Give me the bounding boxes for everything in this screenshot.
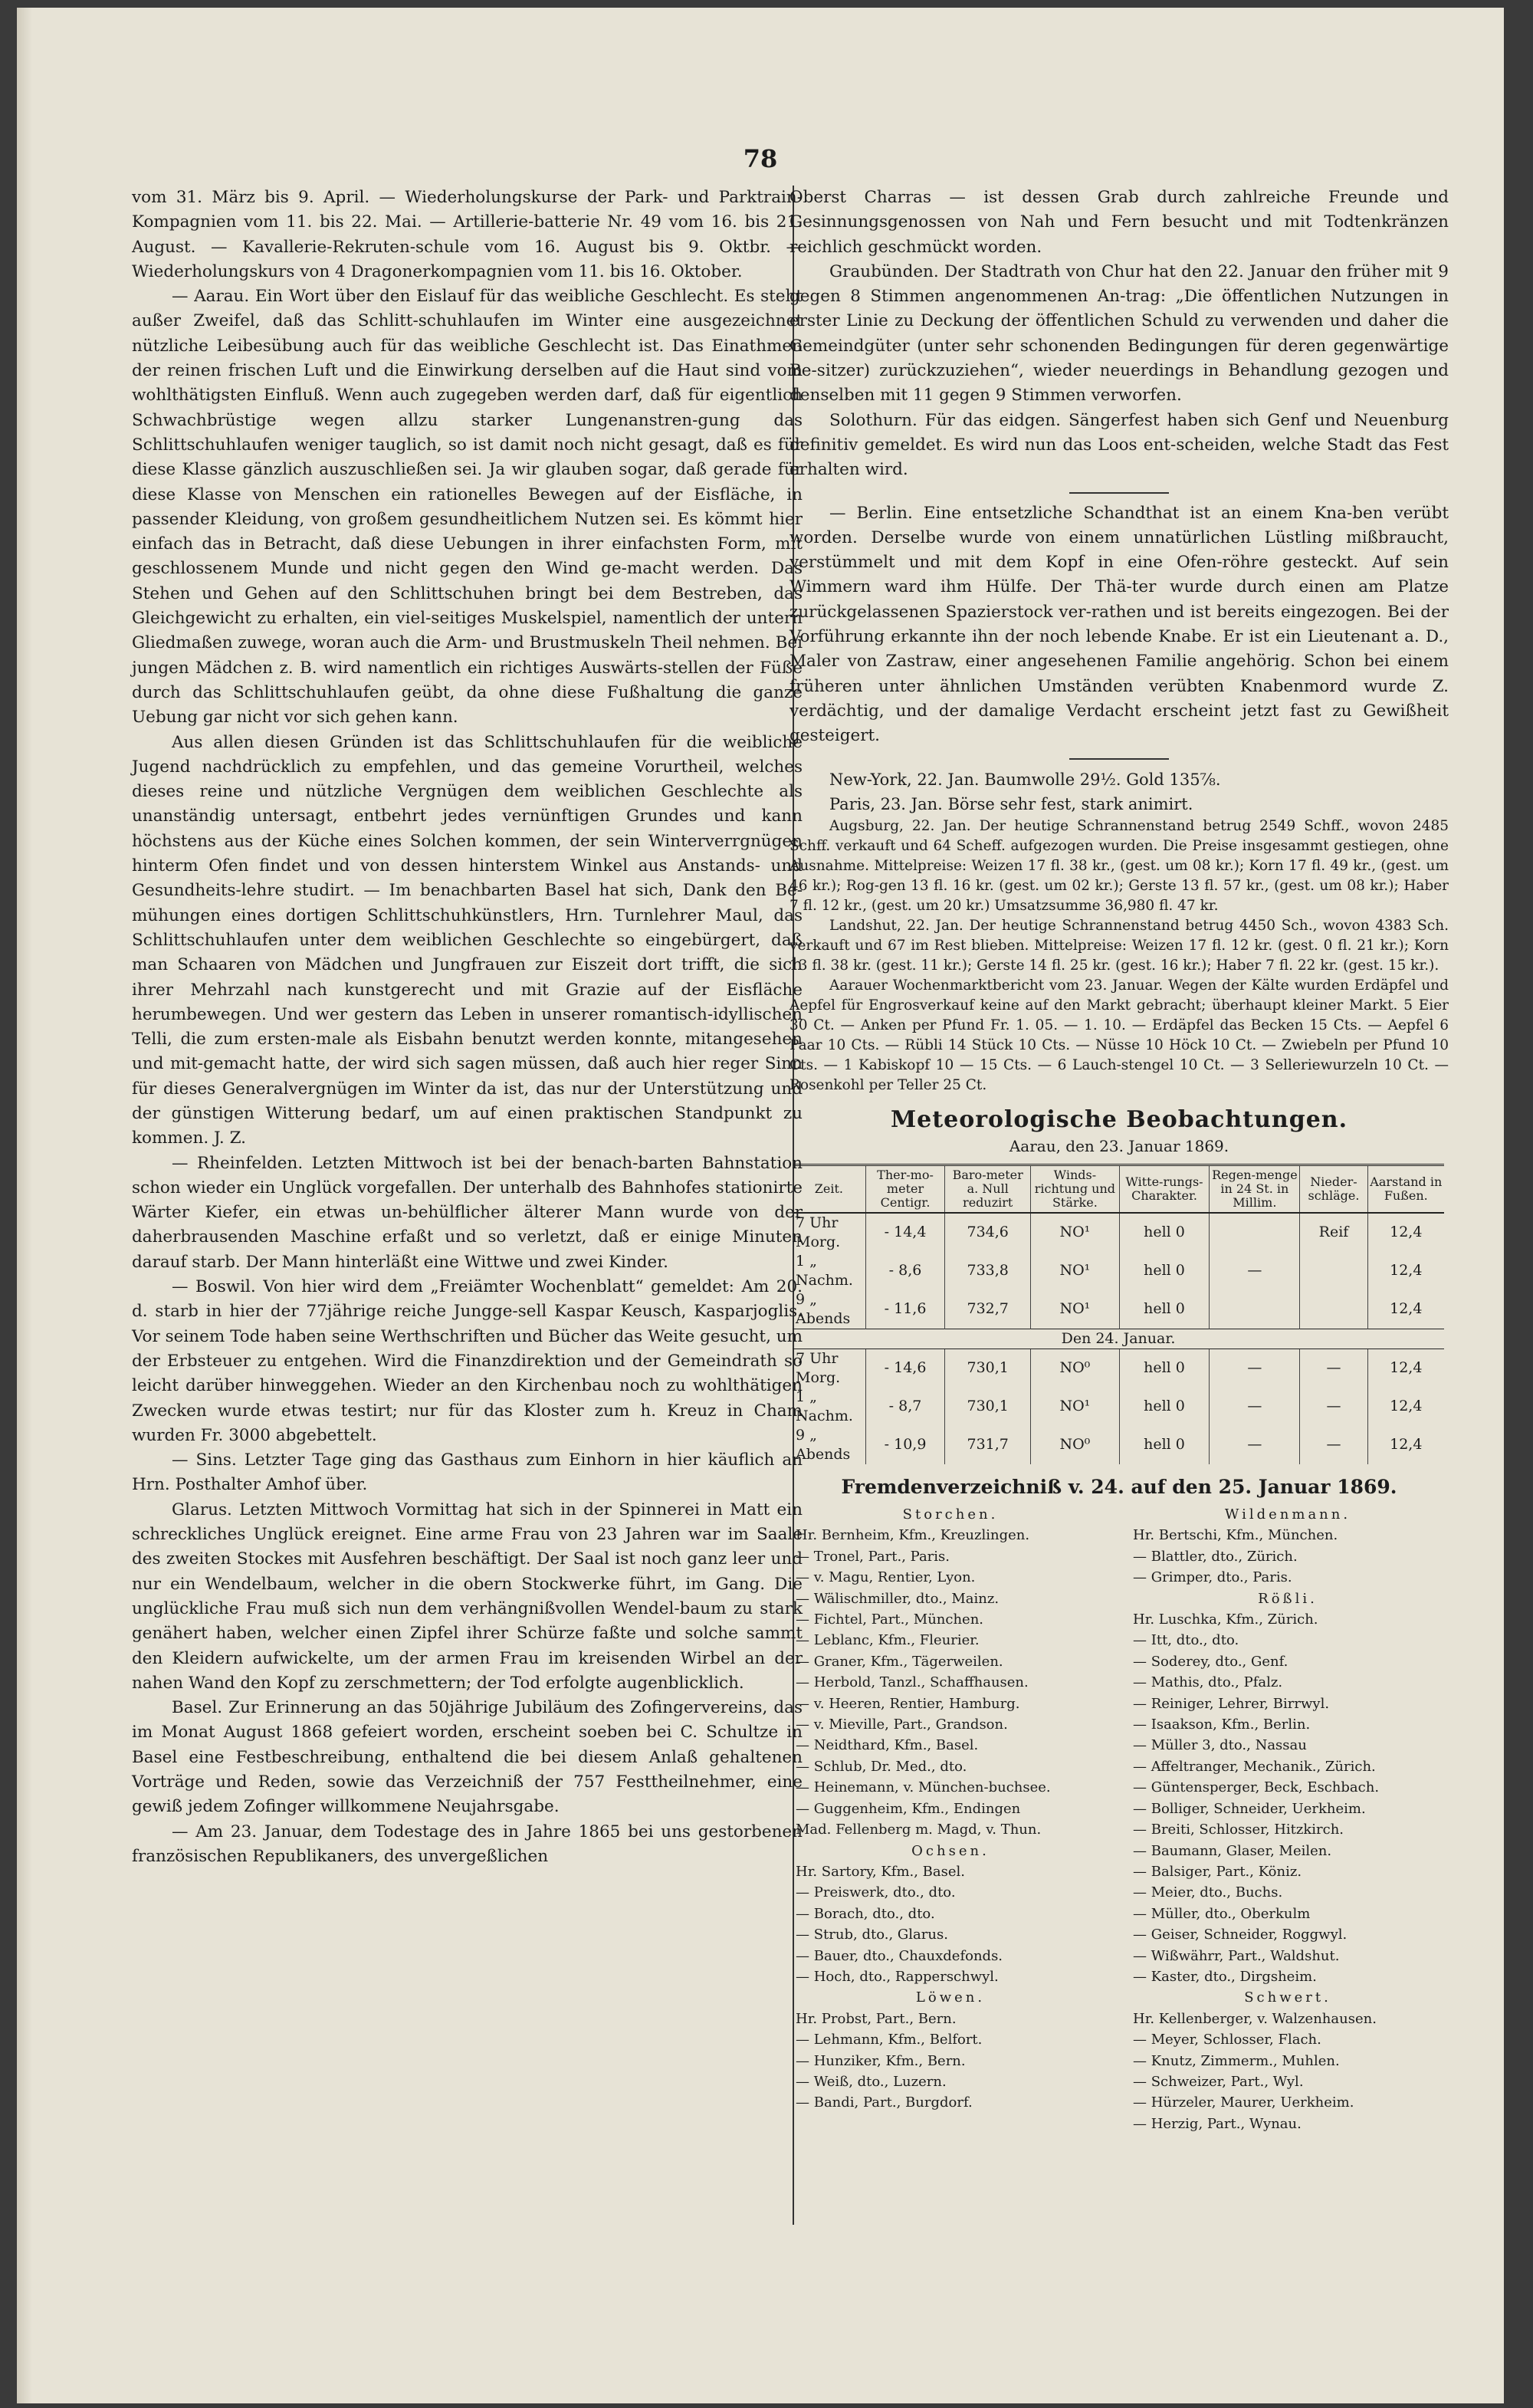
guest-entry: — Leblanc, Kfm., Fleurier. [796, 1632, 980, 1649]
guest-entry: — Hoch, dto., Rapperschwyl. [796, 1968, 999, 1985]
guest-entry: — Meier, dto., Buchs. [1133, 1884, 1283, 1901]
meteo-cell: NO⁰ [1031, 1426, 1120, 1464]
guest-entry: — Grimper, dto., Paris. [1133, 1569, 1292, 1586]
guest-entry: Hr. Bertschi, Kfm., München. [1133, 1527, 1338, 1544]
section-rule [1069, 758, 1169, 760]
meteo-cell: 12,4 [1390, 1359, 1423, 1377]
article-glarus: Glarus. Letzten Mittwoch Vormittag hat sich in der Spinnerei in Matt ein schreckliches Unglück ereignet. Eine arme Frau von 23 Jahren war im Saale des zweiten Stockes mit Ausfehren beschäftigt. Der Saal ist noch ganz leer und nur ein Wendelbaum, welcher in die obern Stockwerke führt, im Gang. Die unglückliche Frau muß sich nun dem verhängnißvollen Wendel-baum zu stark genähert haben, welcher einen Zipfel ihrer Schürze faßte und solche sammt den Kleidern aufwickelte, um der armen Frau im kreisenden Wirbel an der nahen Wand den Kopf zu zerschmettern; der Tod erfolgte augenblicklich. [132, 1500, 803, 1693]
meteo-header-cell: Regen-menge in 24 St. in Millim. [1210, 1165, 1300, 1213]
guest-entry: — Mathis, dto., Pfalz. [1133, 1674, 1283, 1691]
meteo-cell: NO¹ [1031, 1252, 1120, 1290]
guest-entry: — Graner, Kfm., Tägerweilen. [796, 1653, 1003, 1670]
guest-entry: — Reiniger, Lehrer, Birrwyl. [1133, 1695, 1330, 1712]
guest-entry: — Müller, dto., Oberkulm [1133, 1905, 1311, 1922]
article-military-schedule: vom 31. März bis 9. April. — Wiederholungskurse der Park- und Parktrain-Kompagnien vom 11. bis 22. Mai. — Artillerie-batterie Nr. 49 vom 16. bis 21. August. — Kavallerie-Rekruten-schule vom 16. August bis 9. Oktbr. — Wiederholungskurs von 4 Dragonerkompagnien vom 11. bis 16. Oktober. [132, 188, 803, 281]
guest-entry: Hr. Probst, Part., Bern. [796, 2010, 957, 2027]
meteo-cell: hell 0 [1119, 1252, 1210, 1290]
guest-entry: — Kaster, dto., Dirgsheim. [1133, 1968, 1317, 1985]
guest-entry: Hr. Bernheim, Kfm., Kreuzlingen. [796, 1527, 1030, 1544]
meteo-cell: - 10,9 [865, 1426, 944, 1464]
meteo-cell: 733,8 [945, 1252, 1031, 1290]
guest-entry: — Weiß, dto., Luzern. [796, 2073, 947, 2090]
meteo-cell: - 14,6 [865, 1349, 944, 1388]
article-rheinfelden: — Rheinfelden. Letzten Mittwoch ist bei der benach-barten Bahnstation schon wieder ein Unglück vorgefallen. Der unterhalb des Bahnhofes stationirte Wärter Kiefer, ein etwas un-behülflicher älterer Mann wurde von der daherbrausenden Maschine erfaßt und so verletzt, daß er einige Minuten darauf starb. Der Mann hinterläßt eine Wittwe und zwei Kinder. [132, 1153, 803, 1272]
meteo-header-cell: Nieder-schläge. [1300, 1165, 1367, 1213]
meteo-cell: 12,4 [1390, 1300, 1423, 1318]
meteo-subtitle: Aarau, den 23. Januar 1869. [1009, 1137, 1229, 1156]
guest-entry: — Knutz, Zimmerm., Muhlen. [1133, 2052, 1340, 2069]
meteo-row [793, 1349, 1444, 1388]
guest-entry: Hr. Kellenberger, v. Walzenhausen. [1133, 2010, 1377, 2027]
meteo-cell: 730,1 [945, 1349, 1031, 1388]
market-paris: Paris, 23. Jan. Börse sehr fest, stark animirt. [829, 794, 1193, 813]
right-column [789, 186, 1449, 2134]
guest-entry: — v. Magu, Rentier, Lyon. [796, 1569, 976, 1586]
guest-entry: — Bauer, dto., Chauxdefonds. [796, 1947, 1003, 1964]
market-newyork: New-York, 22. Jan. Baumwolle 29½. Gold 135⅞. [829, 770, 1221, 789]
guest-entry: — v. Mieville, Part., Grandson. [796, 1716, 1008, 1733]
guest-entry: — Wälischmiller, dto., Mainz. [796, 1590, 1000, 1607]
guest-entry: — Guggenheim, Kfm., Endingen [796, 1800, 1021, 1817]
meteo-cell: Reif [1300, 1213, 1367, 1252]
guest-entry: — v. Heeren, Rentier, Hamburg. [796, 1695, 1020, 1712]
guest-entry: — Preiswerk, dto., dto. [796, 1884, 956, 1901]
meteo-cell: - 11,6 [865, 1290, 944, 1329]
meteo-cell: — [1210, 1388, 1300, 1426]
guest-entry: — Soderey, dto., Genf. [1133, 1653, 1288, 1670]
meteo-header-cell: Winds-richtung und Stärke. [1031, 1165, 1120, 1213]
meteo-row [793, 1252, 1444, 1290]
meteo-cell: hell 0 [1119, 1290, 1210, 1329]
meteo-cell: - 8,6 [865, 1252, 944, 1290]
guest-entry: — Lehmann, Kfm., Belfort. [796, 2032, 983, 2048]
meteo-header-row [793, 1165, 1444, 1213]
meteo-cell: hell 0 [1119, 1426, 1210, 1464]
meteo-cell: - 8,7 [865, 1388, 944, 1426]
article-solothurn: Solothurn. Für das eidgen. Sängerfest haben sich Genf und Neuenburg definitiv gemeldet. Es wird nun das Loos ent-scheiden, welche Stadt das Fest erhalten wird. [789, 410, 1449, 480]
meteo-body [793, 1213, 1444, 1464]
hotel-name: Schwert. [1244, 1989, 1331, 2006]
guest-entry: — Geiser, Schneider, Roggwyl. [1133, 1927, 1348, 1943]
meteo-header-cell: Aarstand in Fußen. [1367, 1165, 1444, 1213]
guest-entry: — Bolliger, Schneider, Uerkheim. [1133, 1800, 1366, 1817]
meteo-cell: 9 „ Abends [793, 1290, 865, 1329]
market-augsburg: Augsburg, 22. Jan. Der heutige Schrannenstand betrug 2549 Schff., wovon 2485 Schff. verkauft und 64 Scheff. aufgezogen wurden. Die Preise insgesammt gestiegen, ohne Ausnahme. Mittelpreise: Weizen 17 fl. 38 kr., (gest. um 08 kr.); Korn 17 fl. 49 kr., (gest. um 46 kr.); Rog-gen 13 fl. 16 kr. (gest. um 02 kr.); Gerste 13 fl. 57 kr., (gest. um 08 kr.); Haber 7 fl. 12 kr., (gest. um 20 kr.) Umsatzsumme 36,980 fl. 47 kr. [789, 818, 1449, 915]
guest-entry: — Blattler, dto., Zürich. [1133, 1548, 1298, 1565]
meteo-header-cell: Witte-rungs-Charakter. [1119, 1165, 1210, 1213]
guest-entry: — Fichtel, Part., München. [796, 1611, 984, 1628]
newspaper-page [17, 8, 1504, 2403]
guest-entry: Mad. Fellenberg m. Magd, v. Thun. [796, 1822, 1042, 1838]
meteo-cell: - 14,4 [865, 1213, 944, 1252]
meteo-cell: NO¹ [1031, 1213, 1120, 1252]
meteo-cell: 734,6 [945, 1213, 1031, 1252]
meteo-header-cell: Baro-meter a. Null reduzirt [945, 1165, 1031, 1213]
meteo-cell: 7 Uhr Morg. [793, 1213, 865, 1252]
guest-entry: — Itt, dto., dto. [1133, 1632, 1239, 1649]
market-landshut: Landshut, 22. Jan. Der heutige Schrannenstand betrug 4450 Sch., wovon 4383 Sch. verkauft und 67 im Rest blieben. Mittelpreise: Weizen 17 fl. 12 kr. (gest. 0 fl. 21 kr.); Korn 13 fl. 38 kr. (gest. 11 kr.); Gerste 14 fl. 25 kr. (gest. 16 kr.); Haber 7 fl. 22 kr. (gest. 15 kr.). [789, 918, 1449, 974]
meteo-cell [1210, 1290, 1300, 1329]
meteo-cell: hell 0 [1119, 1213, 1210, 1252]
meteo-cell: — [1300, 1388, 1367, 1426]
fremden-column-right [1127, 1504, 1449, 2134]
meteo-header-cell: Ther-mo-meter Centigr. [865, 1165, 944, 1213]
meteo-cell: 12,4 [1390, 1398, 1423, 1415]
article-sins: — Sins. Letzter Tage ging das Gasthaus zum Einhorn in hier käuflich an Hrn. Posthalter Amhof über. [132, 1450, 803, 1495]
guest-entry: Hr. Luschka, Kfm., Zürich. [1133, 1611, 1318, 1628]
guest-entry: — Meyer, Schlosser, Flach. [1133, 2032, 1321, 2048]
meteo-cell: NO¹ [1031, 1388, 1120, 1426]
article-basel: Basel. Zur Erinnerung an das 50jährige Jubiläum des Zofingervereins, das im Monat August 1868 gefeiert worden, erscheint soeben bei C. Schultze in Basel eine Festbeschreibung, enthaltend die bei diesem Anlaß gehaltenen Vorträge und Reden, sowie das Verzeichniß der 757 Festtheilnehmer, eine gewiß jedem Zofinger willkommene Neujahrsgabe. [132, 1698, 803, 1817]
meteo-cell: 7 Uhr Morg. [793, 1349, 865, 1388]
meteo-day-label: Den 24. Januar. [793, 1329, 1444, 1349]
meteo-cell: 1 „ Nachm. [793, 1252, 865, 1290]
meteo-row [793, 1213, 1444, 1252]
guest-entry: — Hunziker, Kfm., Bern. [796, 2052, 966, 2069]
article-charras-start: — Am 23. Januar, dem Todestage des in Jahre 1865 bei uns gestorbenen französischen Republikaners, des unvergeßlichen [132, 1822, 803, 1866]
guest-entry: — Breiti, Schlosser, Hitzkirch. [1133, 1822, 1344, 1838]
meteo-cell: NO¹ [1031, 1290, 1120, 1329]
meteo-cell: — [1210, 1252, 1300, 1290]
guest-entry: — Güntensperger, Beck, Eschbach. [1133, 1779, 1380, 1796]
meteo-row [793, 1290, 1444, 1329]
guest-entry: — Schweizer, Part., Wyl. [1133, 2073, 1304, 2090]
hotel-name: Wildenmann. [1224, 1506, 1351, 1523]
page-binding-edge [17, 8, 32, 2403]
meteo-cell [1300, 1290, 1367, 1329]
guest-entry: — Heinemann, v. München-buchsee. [796, 1779, 1051, 1796]
meteo-cell: hell 0 [1119, 1388, 1210, 1426]
guest-entry: — Strub, dto., Glarus. [796, 1927, 948, 1943]
meteo-cell: 12,4 [1390, 1262, 1423, 1280]
article-aarau-eislauf-cont: Aus allen diesen Gründen ist das Schlittschuhlaufen für die weibliche Jugend nachdrücklich zu empfehlen, und das gemeine Vorurtheil, welches dieses reine und nützliche Vergnügen dem weiblichen Geschlechte als unanständig untersagt, entbehrt jedes vernünftigen Grundes und kann höchstens aus der Küche eines Solchen kommen, der sein Winterverrgnügen hinterm Ofen findet und von dessen hinterstem Winkel aus Anstands- und Gesundheits-lehre studirt. — Im benachbarten Basel hat sich, Dank den Be-mühungen eines dortigen Schlittschuhkünstlers, Hrn. Turnlehrer Maul, das Schlittschuhlaufen unter dem weiblichen Geschlechte so eingebürgert, daß man Schaaren von Mädchen und Jungfrauen zur Eiszeit dort trifft, die sich ihrer Mehrzahl nach kunstgerecht und mit Grazie auf der Eisfläche herumbewegen. Und wer gestern das Leben in unserer romantisch-idyllischen Telli, die zum ersten-male als Eisbahn benutzt werden konnte, mitangesehen und mit-gemacht hatte, der wird sich sagen müssen, daß auch hier reger Sinn für dieses Generalvergnügen im Winter da ist, das nur der Unterstützung und der günstigen Witterung bedarf, um auf einen praktischen Standpunkt zu kommen. J. Z. [132, 732, 803, 1148]
meteo-header-cell: Zeit. [793, 1165, 865, 1213]
left-column [132, 186, 803, 1869]
meteo-cell: — [1300, 1349, 1367, 1388]
guest-entry: — Tronel, Part., Paris. [796, 1548, 950, 1565]
guest-entry: Hr. Sartory, Kfm., Basel. [796, 1863, 966, 1880]
meteo-cell: hell 0 [1119, 1349, 1210, 1388]
meteo-cell: NO⁰ [1031, 1349, 1120, 1388]
meteo-cell: — [1210, 1426, 1300, 1464]
guest-entry: — Herbold, Tanzl., Schaffhausen. [796, 1674, 1029, 1691]
meteo-cell: 12,4 [1390, 1436, 1423, 1454]
fremden-column-left [789, 1504, 1111, 2134]
meteo-cell [1210, 1213, 1300, 1252]
meteo-row [793, 1388, 1444, 1426]
guest-entry: — Wißwährr, Part., Waldshut. [1133, 1947, 1340, 1964]
meteo-cell [1300, 1252, 1367, 1290]
article-boswil: — Boswil. Von hier wird dem „Freiämter Wochenblatt“ gemeldet: Am 20. d. starb in hier der 77jährige reiche Jungge-sell Kaspar Keusch, Kasparjoglis. Vor seinem Tode haben seine Werthschriften und Bücher das Weite gesucht, um der Erbsteuer zu entgehen. Wird die Finanzdirektion und der Gemeindrath so leicht darüber hinweggehen. Wieder an den Kirchenbau noch zu wohlthätigen Zwecken wurde etwas testirt; nur für das Kloster zum h. Kreuz in Cham wurden Fr. 3000 abgebettelt. [132, 1277, 803, 1445]
guest-entry: — Borach, dto., dto. [796, 1905, 935, 1922]
meteo-day-row [793, 1329, 1444, 1349]
article-berlin: — Berlin. Eine entsetzliche Schandthat ist an einem Kna-ben verübt worden. Derselbe wurde von einem unnatürlichen Lüstling mißbraucht, verstümmelt und mit dem Kopf in eine Ofen-röhre gesteckt. Auf sein Wimmern ward ihm Hülfe. Der Thä-ter wurde durch einen am Platze zurückgelassenen Spazierstock ver-rathen und ist bereits eingezogen. Bei der Vorführung erkannte ihn der noch lebende Knabe. Er ist ein Lieutenant a. D., Maler von Zastraw, einer angesehenen Familie angehörig. Schon bei einem früheren unter ähnlichen Umständen verübten Knabenmord wurde Z. verdächtig, und der damalige Verdacht erscheint jetzt fast zu Gewißheit gesteigert. [789, 503, 1449, 746]
meteo-table [793, 1164, 1444, 1464]
guest-entry: — Müller 3, dto., Nassau [1133, 1737, 1307, 1754]
meteo-cell: 731,7 [945, 1426, 1031, 1464]
fremden-title: Fremdenverzeichniß v. 24. auf den 25. Januar 1869. [841, 1475, 1397, 1498]
article-graubuenden: Graubünden. Der Stadtrath von Chur hat den 22. Januar den früher mit 9 gegen 8 Stimmen angenommenen An-trag: „Die öffentlichen Nutzungen in erster Linie zu Deckung der öffentlichen Schuld zu verwenden und daher die Gemeindgüter (unter sehr schonenden Bedingungen für deren gegenwärtige Be-sitzer) zurückzuziehen“, wieder neuerdings in Behandlung gezogen und denselben mit 11 gegen 9 Stimmen verworfen. [789, 261, 1449, 406]
article-aarau-eislauf: — Aarau. Ein Wort über den Eislauf für das weibliche Geschlecht. Es steht außer Zweifel, daß das Schlitt-schuhlaufen im Winter eine ausgezeichnet nützliche Leibesübung auch für das weibliche Geschlecht ist. Das Einathmen der reinen frischen Luft und die Einwirkung derselben auf die Haut sind vom wohlthätigsten Einfluß. Wenn auch zugegeben werden darf, daß für eigentlich Schwachbrüstige wegen allzu starker Lungenanstren-gung das Schlittschuhlaufen weniger tauglich, so ist damit noch nicht gesagt, daß es für diese Klasse gänzlich auszuschließen sei. Ja wir glauben sogar, daß gerade für diese Klasse von Menschen ein rationelles Bewegen auf der Eisfläche, in passender Kleidung, von großem gesundheitlichem Nutzen sei. Es kömmt hier einfach das in Betracht, daß diese Uebungen in ihrer einfachsten Form, mit geschlossenem Munde und nicht gegen den Wind ge-macht werden. Das Stehen und Gehen auf den Schlittschuhen bringt bei dem Bestreben, das Gleichgewicht zu erhalten, ein viel-seitiges Muskelspiel, namentlich der untern Gliedmaßen zuwege, woran auch die Arm- und Brustmuskeln Theil nehmen. Bei jungen Mädchen z. B. wird namentlich ein richtiges Auswärts-stellen der Füße durch das Schlittschuhlaufen geübt, da ohne diese Fußhaltung die ganze Uebung gar nicht vor sich gehen kann. [132, 287, 803, 728]
page-number: 78 [743, 144, 778, 173]
market-aarau-wochenmarkt: Aarauer Wochenmarktbericht vom 23. Januar. Wegen der Kälte wurden Erdäpfel und Aepfel für Engrosverkauf keine auf den Markt gebracht; überhaupt kleiner Markt. 5 Eier 30 Ct. — Anken per Pfund Fr. 1. 05. — 1. 10. — Erdäpfel das Becken 15 Cts. — Aepfel 6 Paar 10 Cts. — Rübli 14 Stück 10 Cts. — Nüsse 10 Höck 10 Ct. — Zwiebeln per Pfund 10 Cts. — 1 Kabiskopf 10 — 15 Cts. — 6 Lauch-stengel 10 Ct. — 3 Selleriewurzeln 10 Ct. — Rosenkohl per Teller 25 Ct. [789, 977, 1449, 1094]
fremden-list [789, 1504, 1449, 2134]
hotel-name: Storchen. [902, 1506, 999, 1523]
guest-entry: — Balsiger, Part., Köniz. [1133, 1863, 1302, 1880]
guest-entry: — Baumann, Glaser, Meilen. [1133, 1842, 1332, 1859]
section-rule [1069, 492, 1169, 494]
guest-entry: — Isaakson, Kfm., Berlin. [1133, 1716, 1311, 1733]
guest-entry: — Bandi, Part., Burgdorf. [796, 2094, 973, 2111]
guest-entry: — Schlub, Dr. Med., dto. [796, 1758, 967, 1775]
hotel-name: Rößli. [1258, 1590, 1318, 1607]
meteo-cell: 730,1 [945, 1388, 1031, 1426]
meteo-cell: 732,7 [945, 1290, 1031, 1329]
guest-entry: — Hürzeler, Maurer, Uerkheim. [1133, 2094, 1354, 2111]
guest-entry: — Neidthard, Kfm., Basel. [796, 1737, 979, 1754]
article-charras-end: Oberst Charras — ist dessen Grab durch zahlreiche Freunde und Gesinnungsgenossen von Nah und Fern besucht und mit Todtenkränzen reichlich geschmückt worden. [789, 188, 1449, 257]
hotel-name: Löwen. [915, 1989, 986, 2006]
guest-entry: — Herzig, Part., Wynau. [1133, 2115, 1302, 2132]
meteo-title: Meteorologische Beobachtungen. [890, 1106, 1348, 1134]
meteo-cell: — [1300, 1426, 1367, 1464]
meteo-cell: 9 „ Abends [793, 1426, 865, 1464]
meteo-row [793, 1426, 1444, 1464]
hotel-name: Ochsen. [911, 1842, 990, 1859]
meteo-cell: 12,4 [1390, 1224, 1423, 1241]
meteo-cell: — [1210, 1349, 1300, 1388]
guest-entry: — Affeltranger, Mechanik., Zürich. [1133, 1758, 1376, 1775]
meteo-cell: 1 „ Nachm. [793, 1388, 865, 1426]
